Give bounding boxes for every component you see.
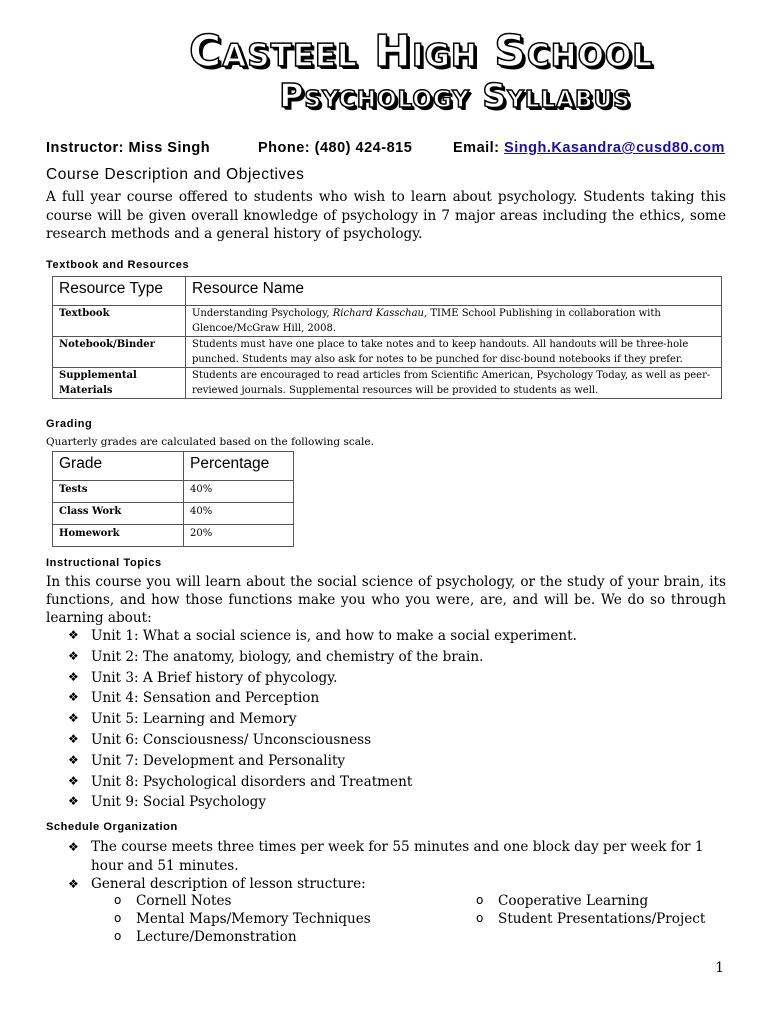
list-item: ❖ Unit 8: Psychological disorders and Treatment [68, 773, 413, 790]
list-item: ❖ Unit 2: The anatomy, biology, and chemistry of the brain. [68, 648, 484, 665]
units-list [68, 628, 577, 815]
circle-bullet-icon: o [114, 911, 122, 925]
diamond-bullet-icon: ❖ [68, 628, 79, 642]
list-item: ❖ Unit 7: Development and Personality [68, 752, 346, 769]
grade-name: Tests [53, 481, 184, 503]
diamond-bullet-icon: ❖ [68, 877, 79, 891]
diamond-bullet-icon: ❖ [68, 669, 79, 684]
resources-heading: Textbook and Resources [46, 259, 190, 271]
grade-percentage: 40% [184, 481, 294, 503]
contact-info [46, 140, 726, 160]
course-heading: Course Description and Objectives [46, 166, 305, 183]
email-block [453, 140, 725, 156]
list-item: ❖ Unit 3: A Brief history of phycology. [68, 669, 338, 686]
resource-name: Understanding Psychology, Richard Kasschau, TIME School Publishing in collaboration with Glencoe/McGraw Hill, 2008. [186, 306, 722, 337]
instructor-name: Instructor: Miss Singh [46, 140, 211, 156]
circle-bullet-icon: o [114, 893, 122, 907]
list-item: ❖ Unit 1: What a social science is, and how to make a social experiment. [68, 628, 577, 644]
table-header-row [53, 452, 294, 481]
grade-name: Class Work [53, 503, 184, 525]
page-number: 1 [715, 960, 724, 976]
col-resource-name: Resource Name [186, 277, 722, 306]
email-label: Email: [453, 140, 500, 156]
grade-name: Homework [53, 525, 184, 547]
schedule-list [68, 838, 728, 894]
diamond-bullet-icon: ❖ [68, 773, 79, 788]
table-header-row [53, 277, 722, 306]
diamond-bullet-icon: ❖ [68, 794, 79, 809]
grading-table [52, 451, 294, 547]
list-item: ❖ Unit 6: Consciousness/ Unconsciousness [68, 731, 372, 748]
table-row [53, 525, 294, 547]
phone-number: Phone: (480) 424-815 [258, 140, 413, 156]
diamond-bullet-icon: ❖ [68, 648, 79, 663]
diamond-bullet-icon: ❖ [68, 840, 79, 854]
list-item: ❖ General description of lesson structure: [68, 876, 366, 892]
list-item: ❖ The course meets three times per week for 55 minutes and one block day per week for 1 hour and 51 minutes. [68, 839, 704, 874]
topics-heading: Instructional Topics [46, 557, 162, 569]
resources-table [52, 276, 722, 399]
grading-heading: Grading [46, 418, 93, 430]
syllabus-title: Psychology Syllabus [279, 76, 631, 115]
grading-note: Quarterly grades are calculated based on the following scale. [46, 436, 374, 448]
diamond-bullet-icon: ❖ [68, 690, 79, 705]
circle-bullet-icon: o [476, 911, 484, 925]
grade-percentage: 20% [184, 525, 294, 547]
list-item: ❖ Unit 4: Sensation and Perception [68, 690, 320, 707]
resource-name: Students must have one place to take notes and to keep handouts. All handouts will be three-hole punched. Students may also ask for notes to be punched for disc-bound notebooks if they prefer. [186, 337, 722, 368]
table-row [53, 337, 722, 368]
resource-name: Students are encouraged to read articles from Scientific American, Psychology Today, as well as peer-reviewed journals. Supplemental resources will be provided to students as well. [186, 368, 722, 399]
list-item: ❖ Unit 9: Social Psychology [68, 794, 267, 811]
col-grade: Grade [53, 452, 184, 481]
resource-type: Supplemental Materials [53, 368, 186, 399]
resource-type: Textbook [53, 306, 186, 337]
school-title: Casteel High School [188, 26, 654, 77]
table-row [53, 503, 294, 525]
diamond-bullet-icon: ❖ [68, 711, 79, 726]
course-description: A full year course offered to students who wish to learn about psychology. Students taking this course will be given overall knowledge of psychology in 7 major areas including the ethics, some research methods and a general history of psychology. [46, 189, 726, 242]
list-item: ❖ Unit 5: Learning and Memory [68, 711, 297, 728]
col-resource-type: Resource Type [53, 277, 186, 306]
syllabus-page: Casteel High School Psychology Syllabus Instructor: Miss Singh Phone: (480) 424-815 Email: Singh.Kasandra@cusd80.com Course Description and Objectives A full year course offered to students who wish to learn about psychology. Students taking this course will be given overall knowledge of psychology in 7 major areas including the ethics, some research methods and a general history of psychology. Textbook and Resources Resource Type Resource Name Textbook Understanding Psychology, Richard Kasschau, TIME School Publishing in collaboration with Glencoe/McGraw Hill, 2008. Notebook/Binder Students must have one place to take notes and to keep handouts. All handouts will be three-hole punched. Students may also ask for notes to be punched for disc-bound notebooks if they prefer. Supplemental Materials Students are encouraged to read articles from Scientific American, Psychology Today, as well as peer-reviewed journals. Supplemental resources will be provided to students as well. Grading Quarterly grades are calculated based on the following scale. Grade Percentage Tests 40% Class Work 40% Homework 20% Instructional Topics In this course you will learn about the social science of psychology, or the study of your brain, its functions, and how those functions make you who you were, are, and will be. We do so through learning about: ❖ Unit 1: What a social science is, and how to make a social experiment. ❖ Unit 2: The anatomy, biology, and chemistry of the brain. ❖ Unit 3: A Brief history of phycology. ❖ Unit 4: Sensation and Perception ❖ Unit 5: Learning and Memory ❖ Unit 6: Consciousness/ Unconsciousness ❖ Unit 7: Development and Personality ❖ Unit 8: Psychological disorders and Treatment ❖ Unit 9: Social Psychology Schedule Organization ❖ The course meets three times per week for 55 minutes and one block day per week for 1 hour and 51 minutes. ❖ General description of lesson structure: o Cornell Notes o Mental Maps/Memory Techniques o Lecture/Demonstration o Cooperative Learning o Student Presentations/Project 1 [0, 0, 770, 1024]
circle-bullet-icon: o [476, 893, 484, 907]
circle-bullet-icon: o [114, 929, 122, 943]
table-row [53, 481, 294, 503]
table-row [53, 368, 722, 399]
grade-percentage: 40% [184, 503, 294, 525]
diamond-bullet-icon: ❖ [68, 752, 79, 767]
col-percentage: Percentage [184, 452, 294, 481]
email-link[interactable]: Singh.Kasandra@cusd80.com [504, 140, 725, 156]
diamond-bullet-icon: ❖ [68, 731, 79, 746]
schedule-heading: Schedule Organization [46, 821, 178, 833]
resource-type: Notebook/Binder [53, 337, 186, 368]
topics-intro: In this course you will learn about the social science of psychology, or the study of your brain, its functions, and how those functions make you who you were, are, and will be. We do so through learning about: [46, 574, 726, 627]
table-row [53, 306, 722, 337]
